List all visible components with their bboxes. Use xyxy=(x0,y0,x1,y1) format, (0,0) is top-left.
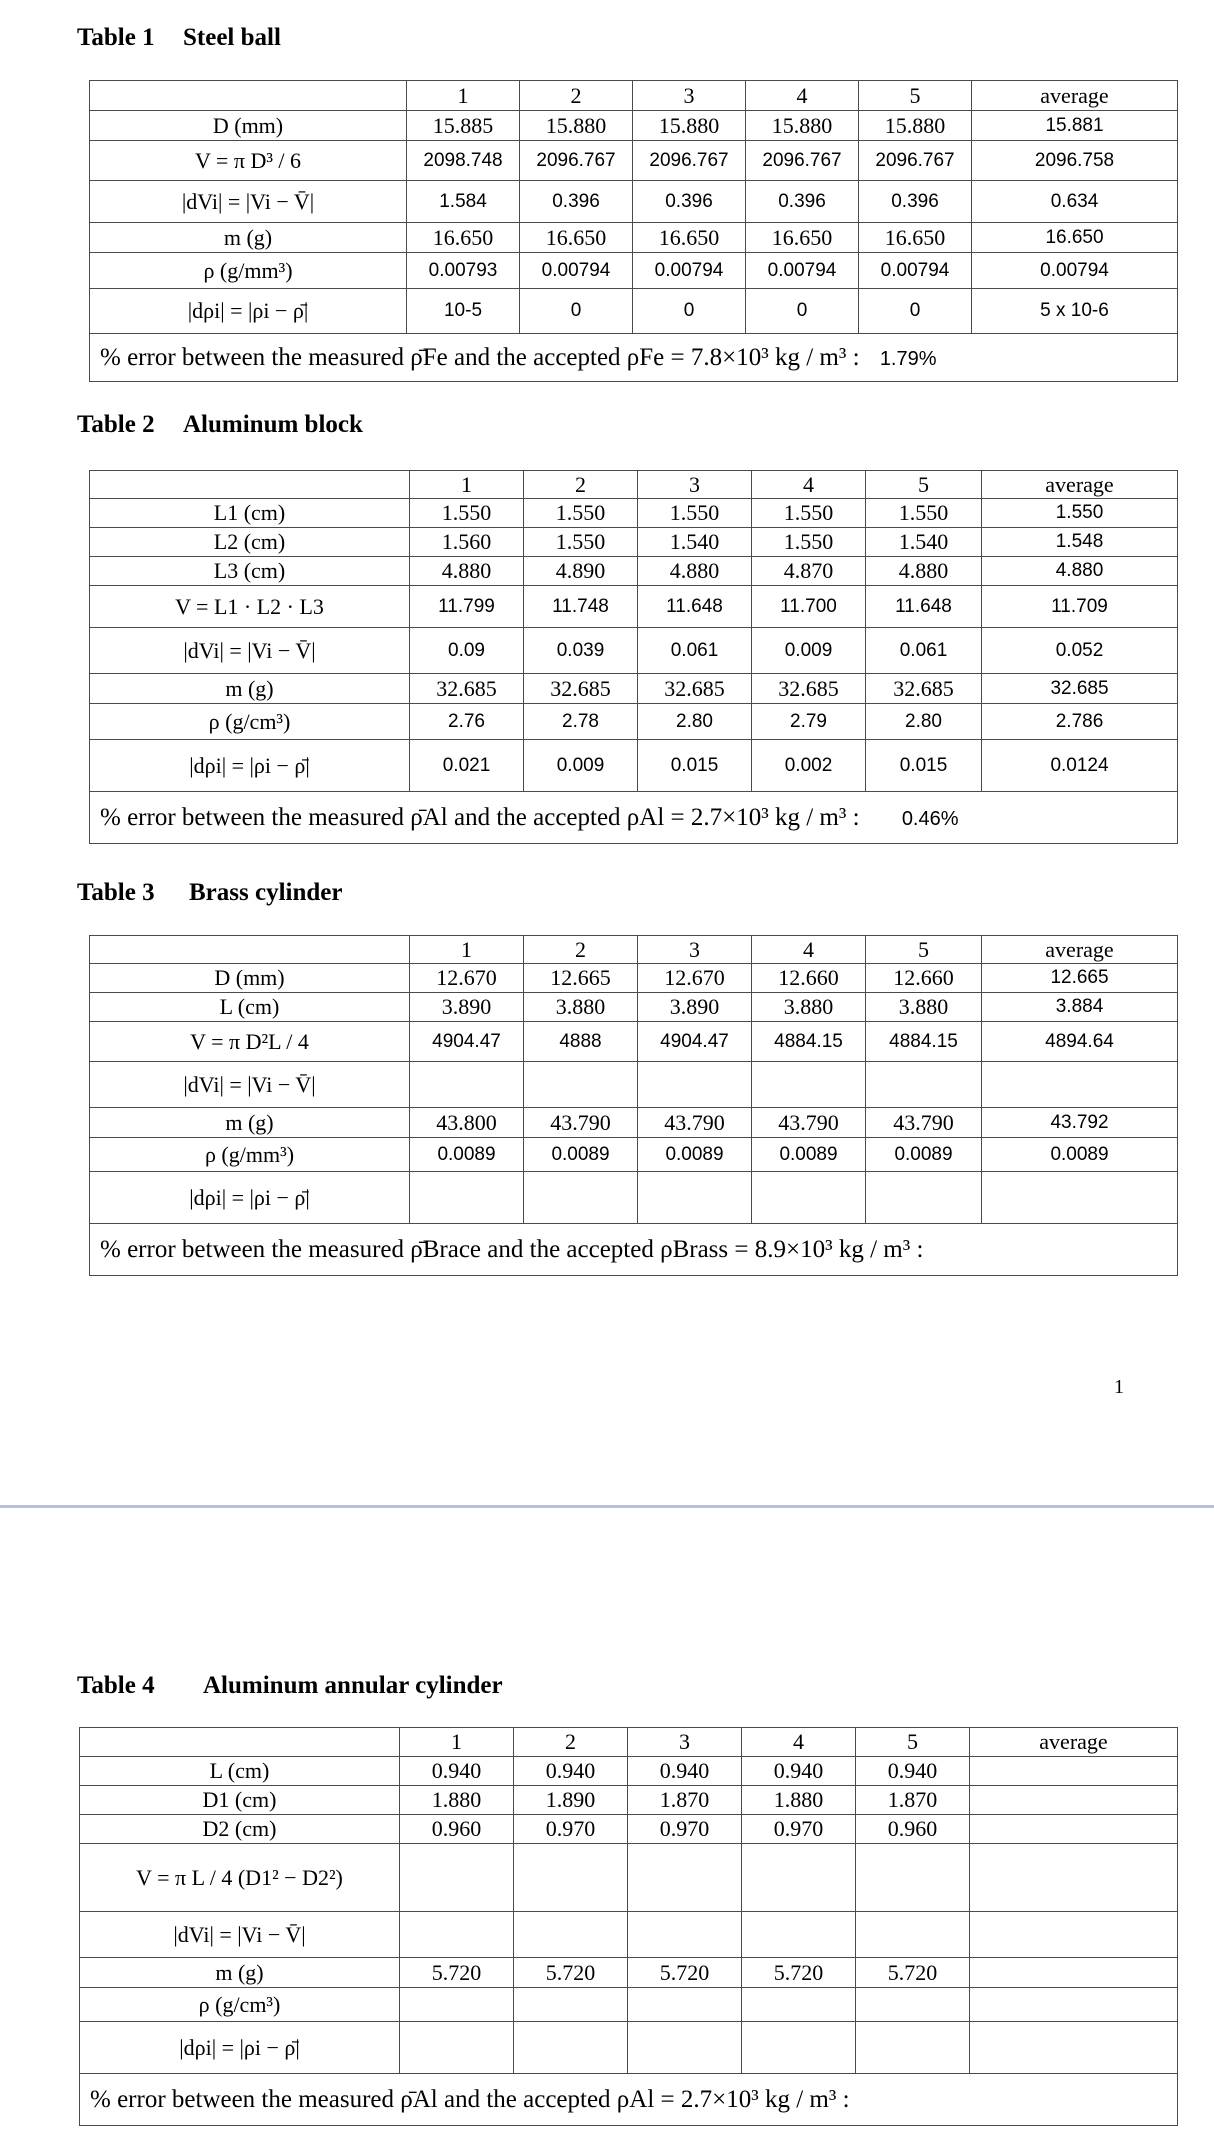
row-label: m (g) xyxy=(90,1108,410,1138)
footer-text: % error between the measured ρ̄Al and the accepted ρAl = 2.7×10³ kg / m³ : xyxy=(100,803,860,831)
data-cell: 11.748 xyxy=(524,586,638,628)
data-cell: 2.80 xyxy=(638,704,752,740)
data-cell xyxy=(514,2022,628,2074)
table-row xyxy=(80,1757,1178,1786)
footer-text: % error between the measured ρ̄Brace and the accepted ρBrass = 8.9×10³ kg / m³ : xyxy=(100,1235,924,1263)
row-label: L (cm) xyxy=(80,1757,400,1786)
data-cell: 16.650 xyxy=(520,223,633,253)
header-cell: 1 xyxy=(400,1728,514,1757)
data-cell: 2098.748 xyxy=(407,141,520,181)
data-cell: 32.685 xyxy=(866,674,982,704)
data-cell: 32.685 xyxy=(752,674,866,704)
data-cell: 10-5 xyxy=(407,289,520,334)
data-cell: 4904.47 xyxy=(410,1022,524,1062)
data-cell: 12.665 xyxy=(982,964,1178,993)
table-row xyxy=(90,181,1178,223)
data-cell xyxy=(410,1062,524,1108)
data-cell: 3.884 xyxy=(982,993,1178,1022)
data-cell: 2.76 xyxy=(410,704,524,740)
data-cell: 0.00794 xyxy=(520,253,633,289)
table-footer-row xyxy=(90,792,1178,844)
row-label: m (g) xyxy=(90,674,410,704)
data-cell xyxy=(752,1172,866,1224)
data-cell: 0.0089 xyxy=(752,1138,866,1172)
data-cell: 4.880 xyxy=(866,557,982,586)
data-cell: 43.790 xyxy=(524,1108,638,1138)
data-cell: 12.660 xyxy=(866,964,982,993)
data-cell xyxy=(742,1912,856,1958)
table-1-title: Table 1 Steel ball xyxy=(77,24,281,51)
data-cell: 1.560 xyxy=(410,528,524,557)
header-cell: 3 xyxy=(628,1728,742,1757)
data-cell xyxy=(982,1172,1178,1224)
header-cell: 4 xyxy=(746,81,859,111)
data-cell: 4904.47 xyxy=(638,1022,752,1062)
header-cell: 5 xyxy=(859,81,972,111)
data-cell: 1.548 xyxy=(982,528,1178,557)
data-cell: 0.940 xyxy=(400,1757,514,1786)
data-cell: 12.665 xyxy=(524,964,638,993)
table-2-title: Table 2 Aluminum block xyxy=(77,411,363,438)
table-3-title: Table 3 Brass cylinder xyxy=(77,879,343,906)
row-label: V = π D³ / 6 xyxy=(90,141,407,181)
data-cell: 5.720 xyxy=(400,1958,514,1988)
row-label: m (g) xyxy=(80,1958,400,1988)
table-header-row xyxy=(90,936,1178,964)
data-cell: 2.78 xyxy=(524,704,638,740)
data-cell: 43.790 xyxy=(866,1108,982,1138)
row-label: L (cm) xyxy=(90,993,410,1022)
header-cell: 1 xyxy=(407,81,520,111)
data-cell: 15.881 xyxy=(972,111,1178,141)
data-cell: 5.720 xyxy=(742,1958,856,1988)
data-cell: 15.880 xyxy=(746,111,859,141)
table-row xyxy=(80,1815,1178,1844)
table-header-row xyxy=(80,1728,1178,1757)
data-cell: 0 xyxy=(746,289,859,334)
data-cell: 5 x 10-6 xyxy=(972,289,1178,334)
row-label: D1 (cm) xyxy=(80,1786,400,1815)
row-label: ρ (g/cm³) xyxy=(80,1988,400,2022)
footer-text: % error between the measured ρ̄Fe and the accepted ρFe = 7.8×10³ kg / m³ : xyxy=(100,343,860,371)
header-cell: 4 xyxy=(752,471,866,499)
header-cell: 2 xyxy=(514,1728,628,1757)
table-footer-row xyxy=(80,2074,1178,2126)
data-cell: 0.0089 xyxy=(410,1138,524,1172)
data-cell xyxy=(524,1172,638,1224)
data-cell: 1.870 xyxy=(628,1786,742,1815)
data-cell: 0.002 xyxy=(752,740,866,792)
data-cell: 1.870 xyxy=(856,1786,970,1815)
data-cell: 0.396 xyxy=(859,181,972,223)
data-cell: 3.880 xyxy=(752,993,866,1022)
row-label: V = L1 · L2 · L3 xyxy=(90,586,410,628)
table-row xyxy=(80,2022,1178,2074)
data-cell: 4.890 xyxy=(524,557,638,586)
data-cell: 0.960 xyxy=(856,1815,970,1844)
table-row xyxy=(90,1172,1178,1224)
data-cell: 5.720 xyxy=(514,1958,628,1988)
data-cell xyxy=(866,1172,982,1224)
data-cell: 0.00793 xyxy=(407,253,520,289)
data-cell: 0 xyxy=(633,289,746,334)
table-row xyxy=(90,586,1178,628)
data-cell xyxy=(970,1912,1178,1958)
data-cell: 2.79 xyxy=(752,704,866,740)
table-row xyxy=(80,1844,1178,1912)
data-cell: 15.880 xyxy=(520,111,633,141)
row-label: |dρi| = |ρi − ρ̄| xyxy=(90,289,407,334)
data-cell xyxy=(752,1062,866,1108)
table-4 xyxy=(79,1727,1178,2126)
data-cell: 0.940 xyxy=(628,1757,742,1786)
data-cell: 2096.758 xyxy=(972,141,1178,181)
header-cell: average xyxy=(982,471,1178,499)
data-cell: 4888 xyxy=(524,1022,638,1062)
data-cell: 15.880 xyxy=(633,111,746,141)
data-cell: 0.00794 xyxy=(746,253,859,289)
data-cell xyxy=(638,1062,752,1108)
data-cell xyxy=(400,1844,514,1912)
data-cell: 2096.767 xyxy=(746,141,859,181)
data-cell: 0.940 xyxy=(742,1757,856,1786)
header-cell: 2 xyxy=(524,936,638,964)
row-label: D (mm) xyxy=(90,964,410,993)
header-cell: 3 xyxy=(633,81,746,111)
data-cell: 1.550 xyxy=(638,499,752,528)
data-cell xyxy=(524,1062,638,1108)
data-cell: 0.061 xyxy=(866,628,982,674)
data-cell: 4.870 xyxy=(752,557,866,586)
data-cell: 1.550 xyxy=(982,499,1178,528)
data-cell xyxy=(400,2022,514,2074)
row-label: |dVi| = |Vi − V̄| xyxy=(90,628,410,674)
data-cell xyxy=(970,1786,1178,1815)
row-label: L1 (cm) xyxy=(90,499,410,528)
data-cell: 32.685 xyxy=(982,674,1178,704)
data-cell xyxy=(514,1844,628,1912)
header-cell: 5 xyxy=(856,1728,970,1757)
data-cell xyxy=(628,2022,742,2074)
data-cell: 0.009 xyxy=(752,628,866,674)
data-cell xyxy=(856,1912,970,1958)
row-label: |dρi| = |ρi − ρ̄| xyxy=(90,740,410,792)
data-cell: 0.009 xyxy=(524,740,638,792)
data-cell xyxy=(628,1912,742,1958)
data-cell: 11.799 xyxy=(410,586,524,628)
table-row xyxy=(90,1062,1178,1108)
table-2 xyxy=(89,470,1178,844)
data-cell xyxy=(970,2022,1178,2074)
data-cell: 0.052 xyxy=(982,628,1178,674)
row-label: ρ (g/mm³) xyxy=(90,1138,410,1172)
table-header-row xyxy=(90,81,1178,111)
data-cell: 2.80 xyxy=(866,704,982,740)
data-cell xyxy=(742,1844,856,1912)
data-cell xyxy=(638,1172,752,1224)
table-row xyxy=(90,740,1178,792)
data-cell: 1.880 xyxy=(742,1786,856,1815)
table-4-title: Table 4 Aluminum annular cylinder xyxy=(77,1672,503,1699)
data-cell xyxy=(400,1912,514,1958)
data-cell: 0.970 xyxy=(628,1815,742,1844)
table-3 xyxy=(89,935,1178,1276)
data-cell: 0.00794 xyxy=(859,253,972,289)
data-cell: 4.880 xyxy=(982,557,1178,586)
data-cell: 4884.15 xyxy=(752,1022,866,1062)
data-cell: 16.650 xyxy=(859,223,972,253)
data-cell: 11.709 xyxy=(982,586,1178,628)
data-cell: 4.880 xyxy=(638,557,752,586)
data-cell xyxy=(856,1844,970,1912)
table-row xyxy=(90,111,1178,141)
table-row xyxy=(90,704,1178,740)
row-label: ρ (g/mm³) xyxy=(90,253,407,289)
data-cell: 11.700 xyxy=(752,586,866,628)
data-cell xyxy=(970,1757,1178,1786)
data-cell: 16.650 xyxy=(633,223,746,253)
header-cell: 1 xyxy=(410,936,524,964)
data-cell: 32.685 xyxy=(410,674,524,704)
data-cell: 1.550 xyxy=(524,528,638,557)
data-cell xyxy=(514,1912,628,1958)
data-cell: 0.021 xyxy=(410,740,524,792)
data-cell: 0.396 xyxy=(746,181,859,223)
data-cell: 3.890 xyxy=(638,993,752,1022)
data-cell: 11.648 xyxy=(866,586,982,628)
data-cell: 43.800 xyxy=(410,1108,524,1138)
header-cell: 3 xyxy=(638,936,752,964)
data-cell: 16.650 xyxy=(746,223,859,253)
data-cell: 0 xyxy=(520,289,633,334)
table-row xyxy=(80,1786,1178,1815)
row-label: L3 (cm) xyxy=(90,557,410,586)
row-label: V = π D²L / 4 xyxy=(90,1022,410,1062)
table-row xyxy=(80,1958,1178,1988)
data-cell: 0.015 xyxy=(866,740,982,792)
table-row xyxy=(90,993,1178,1022)
data-cell: 1.550 xyxy=(752,528,866,557)
data-cell: 16.650 xyxy=(407,223,520,253)
data-cell: 0.940 xyxy=(856,1757,970,1786)
data-cell: 1.540 xyxy=(638,528,752,557)
data-cell: 4884.15 xyxy=(866,1022,982,1062)
data-cell xyxy=(400,1988,514,2022)
data-cell: 0.00794 xyxy=(972,253,1178,289)
data-cell: 12.670 xyxy=(638,964,752,993)
data-cell: 3.880 xyxy=(866,993,982,1022)
table-row xyxy=(90,223,1178,253)
header-cell: 1 xyxy=(410,471,524,499)
data-cell: 2.786 xyxy=(982,704,1178,740)
header-cell: average xyxy=(972,81,1178,111)
row-label: |dVi| = |Vi − V̄| xyxy=(90,1062,410,1108)
data-cell xyxy=(970,1958,1178,1988)
data-cell: 0.0089 xyxy=(638,1138,752,1172)
data-cell xyxy=(410,1172,524,1224)
data-cell: 11.648 xyxy=(638,586,752,628)
data-cell: 15.885 xyxy=(407,111,520,141)
data-cell: 0.0089 xyxy=(982,1138,1178,1172)
table-row xyxy=(90,141,1178,181)
row-label: L2 (cm) xyxy=(90,528,410,557)
header-cell: 2 xyxy=(520,81,633,111)
table-row xyxy=(90,1108,1178,1138)
table-row xyxy=(90,1022,1178,1062)
data-cell: 1.550 xyxy=(410,499,524,528)
data-cell: 0.00794 xyxy=(633,253,746,289)
table-header-row xyxy=(90,471,1178,499)
table-footer-row xyxy=(90,1224,1178,1276)
data-cell xyxy=(742,2022,856,2074)
data-cell: 32.685 xyxy=(638,674,752,704)
data-cell: 1.890 xyxy=(514,1786,628,1815)
data-cell: 1.540 xyxy=(866,528,982,557)
data-cell: 2096.767 xyxy=(633,141,746,181)
percent-error-value: 1.79% xyxy=(879,347,937,370)
data-cell: 15.880 xyxy=(859,111,972,141)
data-cell: 0.396 xyxy=(633,181,746,223)
data-cell: 43.790 xyxy=(752,1108,866,1138)
table-row xyxy=(90,528,1178,557)
header-cell: average xyxy=(982,936,1178,964)
table-row xyxy=(80,1988,1178,2022)
row-label: |dVi| = |Vi − V̄| xyxy=(80,1912,400,1958)
data-cell: 0.634 xyxy=(972,181,1178,223)
data-cell: 1.550 xyxy=(866,499,982,528)
page-separator xyxy=(0,1505,1214,1508)
footer-text: % error between the measured ρ̄Al and the accepted ρAl = 2.7×10³ kg / m³ : xyxy=(90,2085,850,2113)
data-cell xyxy=(628,1988,742,2022)
data-cell xyxy=(982,1062,1178,1108)
table-row xyxy=(90,674,1178,704)
data-cell: 0 xyxy=(859,289,972,334)
row-label: |dρi| = |ρi − ρ̄| xyxy=(80,2022,400,2074)
data-cell: 5.720 xyxy=(856,1958,970,1988)
row-label: m (g) xyxy=(90,223,407,253)
table-row xyxy=(90,499,1178,528)
header-cell: 4 xyxy=(752,936,866,964)
data-cell: 4.880 xyxy=(410,557,524,586)
data-cell: 0.061 xyxy=(638,628,752,674)
data-cell xyxy=(970,1988,1178,2022)
data-cell: 12.670 xyxy=(410,964,524,993)
percent-error-value: 0.46% xyxy=(901,807,959,830)
data-cell: 43.792 xyxy=(982,1108,1178,1138)
data-cell: 1.550 xyxy=(524,499,638,528)
header-cell: 4 xyxy=(742,1728,856,1757)
header-cell: average xyxy=(970,1728,1178,1757)
data-cell: 0.0124 xyxy=(982,740,1178,792)
header-cell: 3 xyxy=(638,471,752,499)
data-cell: 0.960 xyxy=(400,1815,514,1844)
table-row xyxy=(90,557,1178,586)
row-label: D2 (cm) xyxy=(80,1815,400,1844)
data-cell xyxy=(856,2022,970,2074)
data-cell: 1.584 xyxy=(407,181,520,223)
data-cell xyxy=(628,1844,742,1912)
table-row xyxy=(90,628,1178,674)
row-label: |dVi| = |Vi − V̄| xyxy=(90,181,407,223)
data-cell: 0.940 xyxy=(514,1757,628,1786)
table-row xyxy=(90,964,1178,993)
data-cell: 43.790 xyxy=(638,1108,752,1138)
row-label: V = π L / 4 (D1² − D2²) xyxy=(80,1844,400,1912)
data-cell xyxy=(514,1988,628,2022)
data-cell: 0.970 xyxy=(742,1815,856,1844)
data-cell: 1.550 xyxy=(752,499,866,528)
data-cell: 0.09 xyxy=(410,628,524,674)
table-row xyxy=(90,289,1178,334)
header-cell: 2 xyxy=(524,471,638,499)
data-cell: 5.720 xyxy=(628,1958,742,1988)
data-cell: 0.970 xyxy=(514,1815,628,1844)
data-cell: 0.015 xyxy=(638,740,752,792)
table-row xyxy=(80,1912,1178,1958)
header-cell: 5 xyxy=(866,936,982,964)
data-cell: 0.039 xyxy=(524,628,638,674)
data-cell xyxy=(866,1062,982,1108)
table-row xyxy=(90,1138,1178,1172)
row-label: |dρi| = |ρi − ρ̄| xyxy=(90,1172,410,1224)
data-cell: 0.0089 xyxy=(866,1138,982,1172)
table-row xyxy=(90,253,1178,289)
data-cell: 0.0089 xyxy=(524,1138,638,1172)
data-cell: 16.650 xyxy=(972,223,1178,253)
row-label: D (mm) xyxy=(90,111,407,141)
data-cell xyxy=(742,1988,856,2022)
data-cell xyxy=(970,1815,1178,1844)
data-cell: 4894.64 xyxy=(982,1022,1178,1062)
header-cell: 5 xyxy=(866,471,982,499)
row-label: ρ (g/cm³) xyxy=(90,704,410,740)
data-cell: 3.880 xyxy=(524,993,638,1022)
data-cell: 12.660 xyxy=(752,964,866,993)
table-footer-row xyxy=(90,334,1178,382)
data-cell xyxy=(970,1844,1178,1912)
data-cell: 0.396 xyxy=(520,181,633,223)
data-cell: 2096.767 xyxy=(520,141,633,181)
data-cell: 1.880 xyxy=(400,1786,514,1815)
data-cell: 2096.767 xyxy=(859,141,972,181)
page-number: 1 xyxy=(1114,1376,1124,1398)
document-page-2 xyxy=(0,1509,1214,2136)
table-1 xyxy=(89,80,1178,382)
data-cell xyxy=(856,1988,970,2022)
data-cell: 32.685 xyxy=(524,674,638,704)
data-cell: 3.890 xyxy=(410,993,524,1022)
